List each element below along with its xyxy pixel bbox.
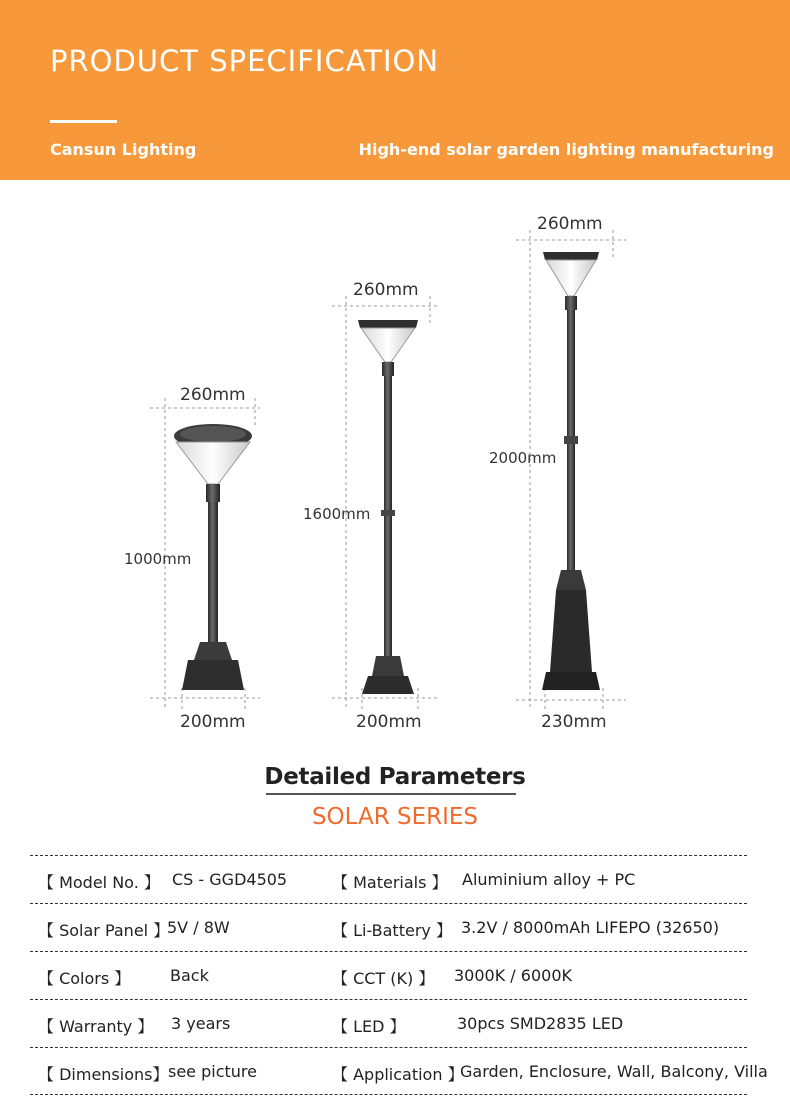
param-label: 【 Model No. 】 [38, 873, 160, 892]
param-value: Aluminium alloy + PC [462, 870, 636, 889]
table-row [30, 999, 747, 1047]
parameters-table [30, 855, 768, 1095]
title-underline [50, 120, 117, 123]
brand-name: Cansun Lighting [50, 140, 197, 159]
section-title-underline [266, 793, 516, 795]
lamp-drawings [0, 180, 790, 740]
mid-base-width: 200mm [356, 712, 422, 732]
param-value: Garden, Enclosure, Wall, Balcony, Villa [460, 1062, 768, 1081]
table-row [30, 855, 747, 903]
param-value: CS - GGD4505 [172, 870, 288, 889]
param-value: 3000K / 6000K [454, 966, 572, 985]
short-base-width: 200mm [180, 712, 246, 732]
page-title: PRODUCT SPECIFICATION [50, 44, 440, 78]
mid-height: 1600mm [303, 505, 371, 523]
tall-top-width: 260mm [537, 214, 603, 234]
param-label: 【 Materials 】 [332, 873, 448, 892]
param-label: 【 Solar Panel 】 [38, 921, 170, 940]
param-value: 30pcs SMD2835 LED [457, 1014, 624, 1033]
table-row [30, 951, 747, 999]
short-height: 1000mm [124, 550, 192, 568]
section-title: Detailed Parameters [264, 764, 526, 790]
tall-height: 2000mm [489, 449, 557, 467]
param-label: 【 Warranty 】 [38, 1017, 154, 1036]
param-label: 【 Li-Battery 】 [332, 921, 452, 940]
param-value: Back [170, 966, 209, 985]
param-label: 【 Dimensions】 [38, 1065, 169, 1084]
tall-base-width: 230mm [541, 712, 607, 732]
section-subtitle: SOLAR SERIES [311, 804, 479, 830]
param-value: see picture [168, 1062, 257, 1081]
table-row [30, 903, 747, 951]
header-banner [0, 0, 790, 180]
param-value: 3.2V / 8000mAh LIFEPO (32650) [461, 918, 720, 937]
table-row [30, 1047, 768, 1095]
param-value: 3 years [171, 1014, 231, 1033]
param-value: 5V / 8W [167, 918, 230, 937]
param-label: 【 Application 】 [332, 1065, 464, 1084]
short-top-width: 260mm [180, 385, 246, 405]
param-label: 【 CCT (K) 】 [332, 969, 435, 988]
product-dimensions-figure [0, 180, 790, 740]
lamp-tall [542, 252, 600, 690]
param-label: 【 LED 】 [332, 1017, 406, 1036]
mid-top-width: 260mm [353, 280, 419, 300]
param-label: 【 Colors 】 [38, 969, 131, 988]
tagline: High-end solar garden lighting manufacturing [358, 140, 774, 159]
